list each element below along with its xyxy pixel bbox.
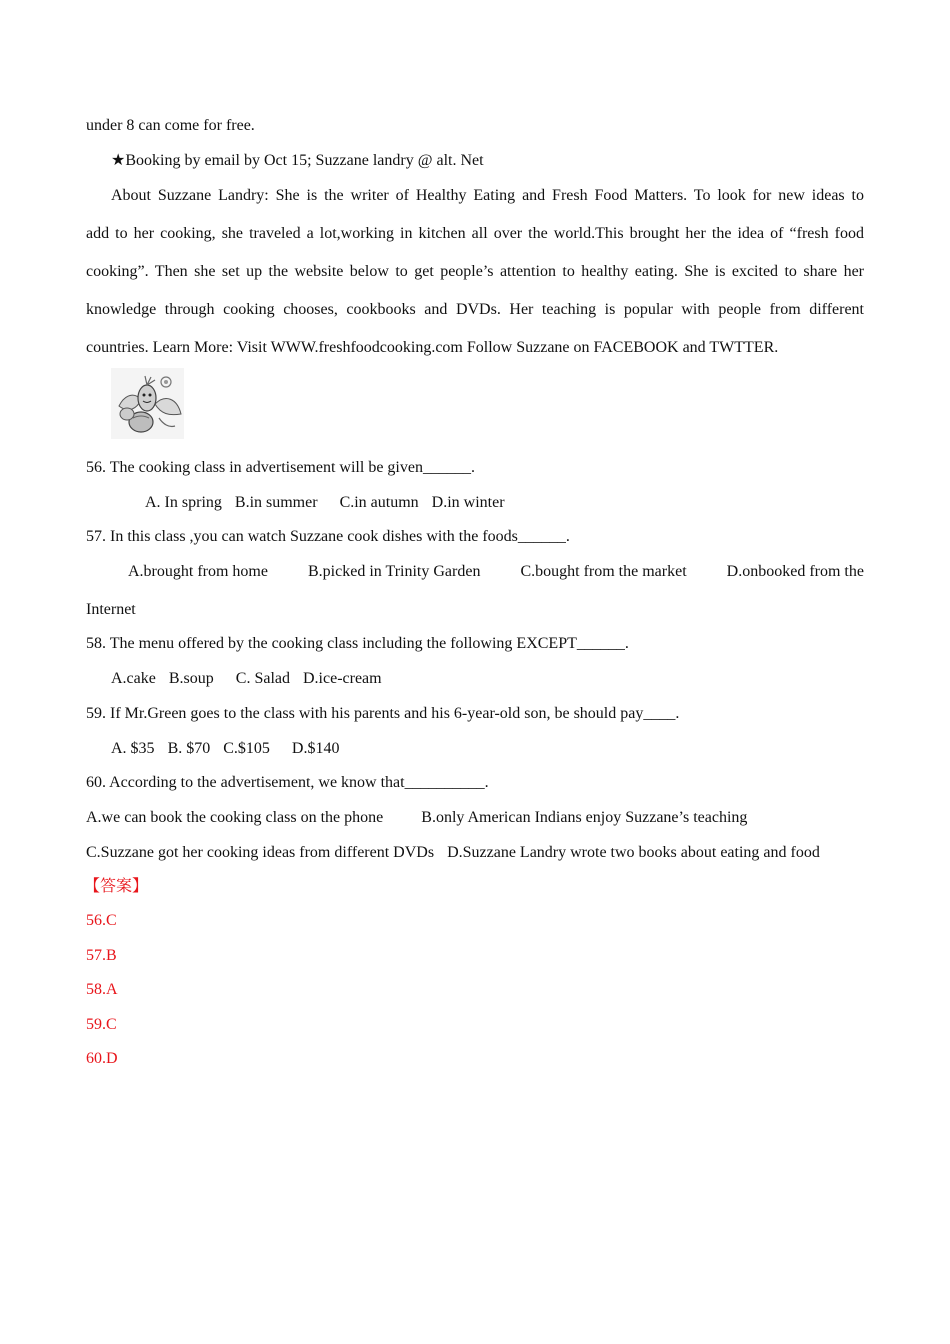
answer-60: 60.D <box>86 1050 118 1067</box>
question-56-stem: 56. The cooking class in advertisement will be given______. <box>86 459 475 476</box>
option-59-a: A. $35 <box>111 740 155 757</box>
question-57-stem: 57. In this class ,you can watch Suzzane cook dishes with the foods______. <box>86 528 570 545</box>
option-57-a: A.brought from home <box>128 563 268 580</box>
about-line-2: add to her cooking, she traveled a lot,working in kitchen all over the world.This brought her the idea of “fresh food <box>86 225 864 242</box>
question-57-options <box>128 562 864 582</box>
option-57-b: B.picked in Trinity Garden <box>308 563 481 580</box>
option-57-d: D.onbooked from the <box>726 563 864 580</box>
passage-free-line: under 8 can come for free. <box>86 117 255 134</box>
answer-heading: 【答案】 <box>84 878 149 895</box>
question-60-options-row-1 <box>86 808 864 828</box>
about-line-5: countries. Learn More: Visit WWW.freshfoodcooking.com Follow Suzzane on FACEBOOK and TWTTER. <box>86 339 779 356</box>
question-56-options <box>145 493 864 513</box>
option-56-b: B.in summer <box>234 494 318 511</box>
option-60-c: C.Suzzane got her cooking ideas from different DVDs <box>86 844 435 861</box>
vegetables-sketch-icon <box>111 368 184 439</box>
booking-line: ★Booking by email by Oct 15; Suzzane landry @ alt. Net <box>111 152 484 169</box>
question-60-stem: 60. According to the advertisement, we know that__________. <box>86 774 489 791</box>
question-60-options-row-2 <box>86 843 864 863</box>
question-59-options <box>111 739 864 759</box>
answer-57: 57.B <box>86 947 117 964</box>
option-59-b: B. $70 <box>167 740 211 757</box>
question-57-continuation: Internet <box>86 601 136 618</box>
option-60-b: B.only American Indians enjoy Suzzane’s teaching <box>421 809 748 826</box>
about-line-3: cooking”. Then she set up the website below to get people’s attention to healthy eating. She is excited to share her <box>86 263 864 280</box>
answer-56: 56.C <box>86 912 117 929</box>
option-58-a: A.cake <box>111 670 156 687</box>
question-59-stem: 59. If Mr.Green goes to the class with his parents and his 6-year-old son, be should pay____. <box>86 705 680 722</box>
about-line-4: knowledge through cooking chooses, cookbooks and DVDs. Her teaching is popular with people from different <box>86 301 864 318</box>
option-59-c: C.$105 <box>223 740 270 757</box>
option-56-d: D.in winter <box>431 494 505 511</box>
option-60-a: A.we can book the cooking class on the phone <box>86 809 384 826</box>
option-56-a: A. In spring <box>145 494 222 511</box>
option-59-d: D.$140 <box>291 740 340 757</box>
option-58-c: C. Salad <box>235 670 290 687</box>
question-58-options <box>111 669 864 689</box>
about-line-1: About Suzzane Landry: She is the writer of Healthy Eating and Fresh Food Matters. To look for new ideas to <box>111 187 864 204</box>
option-60-d: D.Suzzane Landry wrote two books about eating and food <box>447 844 820 861</box>
option-58-b: B.soup <box>168 670 214 687</box>
question-58-stem: 58. The menu offered by the cooking class including the following EXCEPT______. <box>86 635 629 652</box>
answer-59: 59.C <box>86 1016 117 1033</box>
option-56-c: C.in autumn <box>339 494 419 511</box>
option-58-d: D.ice-cream <box>302 670 382 687</box>
option-57-c: C.bought from the market <box>520 563 687 580</box>
answer-58: 58.A <box>86 981 118 998</box>
